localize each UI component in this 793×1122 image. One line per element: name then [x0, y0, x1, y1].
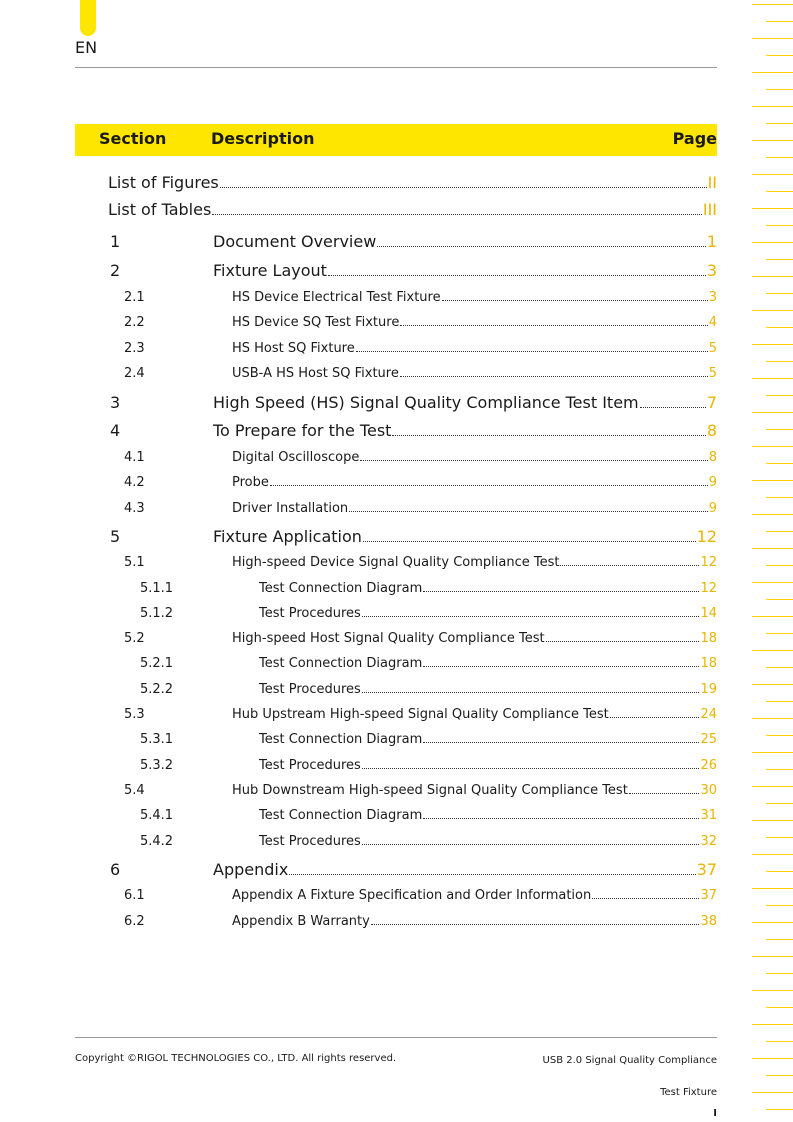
- edge-line: [766, 939, 793, 940]
- edge-line: [752, 548, 793, 549]
- edge-line: [766, 599, 793, 600]
- toc-entry-page: 3: [706, 261, 717, 280]
- toc-entry-title: Digital Oscilloscope: [232, 450, 360, 465]
- toc-entry-2-2[interactable]: [124, 315, 717, 330]
- toc-entry-page: 12: [696, 527, 717, 546]
- toc-leader: [610, 717, 700, 718]
- toc-entry-number: 2.1: [124, 290, 145, 305]
- toc-entry-title: Fixture Application: [213, 527, 362, 546]
- copyright-text: Copyright ©RIGOL TECHNOLOGIES CO., LTD. All rights reserved.: [75, 1053, 397, 1064]
- edge-line: [752, 1058, 793, 1059]
- toc-leader: [423, 818, 699, 819]
- toc-leader: [362, 768, 700, 769]
- toc-leader: [349, 511, 708, 512]
- edge-line: [752, 378, 793, 379]
- toc-entry-number: 5.1.2: [140, 606, 174, 621]
- toc-entry-page: 9: [708, 475, 717, 490]
- edge-line: [752, 72, 793, 73]
- toc-entry-title: Test Connection Diagram: [259, 808, 423, 823]
- toc-header-bar: [75, 124, 717, 156]
- edge-line: [766, 973, 793, 974]
- toc-entry-page: 18: [700, 656, 717, 671]
- toc-entry-number: 5.1.1: [140, 581, 174, 596]
- toc-leader: [546, 641, 700, 642]
- toc-entry-page: 9: [708, 501, 717, 516]
- edge-line: [766, 803, 793, 804]
- toc-entry-number: 5.3.2: [140, 758, 174, 773]
- toc-entry-page: 37: [696, 860, 717, 879]
- toc-entry-number: 5.3: [124, 707, 145, 722]
- toc-entry-page: 12: [700, 555, 717, 570]
- toc-leader: [356, 351, 708, 352]
- toc-entry-number: 4.1: [124, 450, 145, 465]
- edge-line: [752, 956, 793, 957]
- edge-line: [752, 650, 793, 651]
- toc-entry-page: 19: [700, 682, 717, 697]
- edge-line: [766, 429, 793, 430]
- toc-entry-title: Probe: [232, 475, 269, 490]
- toc-entry-4-1[interactable]: [124, 450, 717, 465]
- toc-leader: [212, 214, 702, 215]
- edge-line: [752, 752, 793, 753]
- toc-leader: [442, 300, 708, 301]
- toc-leader: [371, 924, 700, 925]
- toc-entry-page: 14: [700, 606, 717, 621]
- toc-entry-page: 24: [700, 707, 717, 722]
- edge-line: [752, 412, 793, 413]
- edge-line: [766, 667, 793, 668]
- toc-entry-number: 2.4: [124, 366, 145, 381]
- toc-entry-title: Hub Upstream High-speed Signal Quality Compliance Test: [232, 707, 609, 722]
- toc-entry-number: 4.3: [124, 501, 145, 516]
- edge-line: [752, 276, 793, 277]
- toc-entry-title: Test Procedures: [259, 758, 361, 773]
- toc-entry-page: III: [702, 200, 717, 219]
- toc-entry-number: 4: [110, 421, 121, 440]
- edge-line: [766, 21, 793, 22]
- toc-entry-5-2[interactable]: [124, 631, 717, 646]
- edge-decoration: [752, 0, 793, 1122]
- toc-entry-title: Appendix A Fixture Specification and Order Information: [232, 888, 592, 903]
- edge-line: [752, 1024, 793, 1025]
- toc-entry-title: Hub Downstream High-speed Signal Quality Compliance Test: [232, 783, 628, 798]
- edge-line: [766, 191, 793, 192]
- edge-line: [752, 446, 793, 447]
- toc-leader: [360, 460, 707, 461]
- edge-line: [766, 259, 793, 260]
- toc-entry-4-3[interactable]: [124, 501, 717, 516]
- toc-leader: [423, 591, 699, 592]
- toc-entry-number: 6: [110, 860, 121, 879]
- edge-line: [752, 480, 793, 481]
- toc-entry-5-3[interactable]: [124, 707, 717, 722]
- edge-line: [766, 735, 793, 736]
- toc-leader: [220, 187, 707, 188]
- edge-line: [752, 106, 793, 107]
- edge-line: [752, 344, 793, 345]
- toc-leader: [560, 565, 699, 566]
- toc-entry-4[interactable]: [110, 421, 717, 440]
- toc-entry-number: 1: [110, 232, 121, 251]
- toc-entry-5-4-1[interactable]: [140, 808, 717, 823]
- toc-entry-title: High Speed (HS) Signal Quality Compliance Test Item: [213, 393, 639, 412]
- toc-entry-title: HS Device Electrical Test Fixture: [232, 290, 441, 305]
- toc-entry-2-3[interactable]: [124, 341, 717, 356]
- toc-entry-5-4-2[interactable]: [140, 834, 717, 849]
- toc-entry-5-4[interactable]: [124, 783, 717, 798]
- toc-entry-5-1[interactable]: [124, 555, 717, 570]
- page-number: I: [713, 1108, 717, 1119]
- edge-line: [766, 361, 793, 362]
- toc-entry-4-2[interactable]: [124, 475, 717, 490]
- toc-entry-title: High-speed Host Signal Quality Compliance Test: [232, 631, 545, 646]
- toc-entry-number: 5.1: [124, 555, 145, 570]
- edge-line: [752, 684, 793, 685]
- toc-entry-title: High-speed Device Signal Quality Compliance Test: [232, 555, 560, 570]
- toc-entry-title: HS Device SQ Test Fixture: [232, 315, 400, 330]
- toc-leader: [362, 844, 700, 845]
- edge-line: [766, 531, 793, 532]
- toc-entry-number: 5.4: [124, 783, 145, 798]
- toc-entry-5-2-2[interactable]: [140, 682, 717, 697]
- toc-entry-number: 2.2: [124, 315, 145, 330]
- document-title-line1: USB 2.0 Signal Quality Compliance: [542, 1055, 717, 1066]
- toc-col-description: Description: [211, 129, 315, 148]
- toc-entry-page: 4: [708, 315, 717, 330]
- header-rule: [75, 67, 717, 68]
- toc-leader: [270, 485, 708, 486]
- toc-entry-list-of-figures[interactable]: [108, 173, 717, 192]
- edge-line: [766, 701, 793, 702]
- toc-entry-title: Test Connection Diagram: [259, 656, 423, 671]
- toc-entry-3[interactable]: [110, 393, 717, 412]
- edge-line: [766, 395, 793, 396]
- toc-leader: [377, 246, 706, 247]
- edge-line: [752, 820, 793, 821]
- toc-entry-number: 4.2: [124, 475, 145, 490]
- edge-line: [766, 157, 793, 158]
- toc-entry-number: 6.1: [124, 888, 145, 903]
- toc-entry-page: 5: [708, 341, 717, 356]
- edge-line: [766, 89, 793, 90]
- toc-entry-6[interactable]: [110, 860, 717, 879]
- toc-leader: [392, 435, 705, 436]
- toc-entry-number: 5.4.2: [140, 834, 174, 849]
- toc-col-section: Section: [99, 129, 167, 148]
- toc-entry-2[interactable]: [110, 261, 717, 280]
- language-label: EN: [75, 38, 98, 57]
- edge-line: [752, 888, 793, 889]
- toc-entry-title: Appendix B Warranty: [232, 914, 370, 929]
- edge-line: [766, 327, 793, 328]
- toc-entry-title: Test Procedures: [259, 606, 361, 621]
- edge-line: [766, 837, 793, 838]
- toc-entry-6-2[interactable]: [124, 914, 717, 929]
- document-title-line2: Test Fixture: [660, 1087, 717, 1098]
- toc-entry-title: Driver Installation: [232, 501, 349, 516]
- edge-line: [766, 1041, 793, 1042]
- edge-line: [752, 514, 793, 515]
- toc-entry-page: II: [707, 173, 717, 192]
- toc-entry-page: 8: [706, 421, 717, 440]
- edge-line: [752, 718, 793, 719]
- edge-line: [752, 786, 793, 787]
- toc-entry-page: 8: [708, 450, 717, 465]
- edge-line: [752, 990, 793, 991]
- toc-entry-page: 32: [700, 834, 717, 849]
- edge-line: [752, 140, 793, 141]
- toc-entry-number: 5: [110, 527, 121, 546]
- edge-line: [752, 4, 793, 5]
- edge-line: [752, 922, 793, 923]
- toc-entry-5[interactable]: [110, 527, 717, 546]
- edge-line: [752, 174, 793, 175]
- toc-entry-number: 5.3.1: [140, 732, 174, 747]
- toc-entry-5-2-1[interactable]: [140, 656, 717, 671]
- footer-rule: [75, 1037, 717, 1038]
- edge-line: [766, 1109, 793, 1110]
- toc-entry-page: 31: [700, 808, 717, 823]
- toc-entry-title: Fixture Layout: [213, 261, 327, 280]
- edge-line: [766, 565, 793, 566]
- toc-leader: [423, 742, 699, 743]
- toc-entry-number: 6.2: [124, 914, 145, 929]
- edge-line: [766, 293, 793, 294]
- toc-entry-page: 18: [700, 631, 717, 646]
- toc-entry-page: 1: [706, 232, 717, 251]
- toc-entry-page: 26: [700, 758, 717, 773]
- toc-entry-page: 5: [708, 366, 717, 381]
- edge-line: [752, 208, 793, 209]
- toc-col-page: Page: [672, 129, 717, 148]
- toc-leader: [328, 275, 706, 276]
- toc-entry-page: 12: [700, 581, 717, 596]
- toc-leader: [592, 898, 699, 899]
- toc-entry-page: 3: [708, 290, 717, 305]
- toc-entry-title: Test Procedures: [259, 834, 361, 849]
- toc-entry-5-3-2[interactable]: [140, 758, 717, 773]
- edge-line: [766, 871, 793, 872]
- edge-line: [752, 310, 793, 311]
- edge-line: [766, 905, 793, 906]
- edge-line: [752, 582, 793, 583]
- toc-entry-title: List of Tables: [108, 200, 212, 219]
- toc-entry-page: 37: [700, 888, 717, 903]
- edge-line: [766, 225, 793, 226]
- toc-entry-number: 5.4.1: [140, 808, 174, 823]
- edge-line: [752, 38, 793, 39]
- edge-line: [752, 616, 793, 617]
- edge-line: [766, 1007, 793, 1008]
- toc-entry-title: HS Host SQ Fixture: [232, 341, 355, 356]
- toc-entry-number: 3: [110, 393, 121, 412]
- toc-entry-5-1-1[interactable]: [140, 581, 717, 596]
- toc-leader: [423, 666, 699, 667]
- edge-line: [752, 854, 793, 855]
- toc-entry-number: 2.3: [124, 341, 145, 356]
- tab-marker: [80, 0, 96, 36]
- toc-entry-5-3-1[interactable]: [140, 732, 717, 747]
- toc-entry-title: Test Connection Diagram: [259, 732, 423, 747]
- toc-entry-2-1[interactable]: [124, 290, 717, 305]
- toc-entry-title: Test Procedures: [259, 682, 361, 697]
- toc-entry-1[interactable]: [110, 232, 717, 251]
- toc-entry-title: Document Overview: [213, 232, 377, 251]
- edge-line: [766, 497, 793, 498]
- toc-leader: [400, 325, 707, 326]
- toc-entry-page: 38: [700, 914, 717, 929]
- toc-entry-5-1-2[interactable]: [140, 606, 717, 621]
- edge-line: [766, 769, 793, 770]
- edge-line: [766, 123, 793, 124]
- edge-line: [752, 242, 793, 243]
- toc-leader: [363, 541, 696, 542]
- edge-line: [766, 55, 793, 56]
- toc-entry-page: 7: [706, 393, 717, 412]
- toc-leader: [362, 616, 700, 617]
- toc-entry-title: To Prepare for the Test: [213, 421, 392, 440]
- toc-leader: [289, 874, 695, 875]
- toc-entry-number: 2: [110, 261, 121, 280]
- edge-line: [766, 633, 793, 634]
- toc-entry-title: Appendix: [213, 860, 289, 879]
- edge-line: [766, 1075, 793, 1076]
- toc-leader: [629, 793, 700, 794]
- toc-entry-number: 5.2.1: [140, 656, 174, 671]
- toc-entry-number: 5.2.2: [140, 682, 174, 697]
- toc-entry-2-4[interactable]: [124, 366, 717, 381]
- toc-entry-list-of-tables[interactable]: [108, 200, 717, 219]
- edge-line: [752, 1092, 793, 1093]
- toc-leader: [400, 376, 708, 377]
- toc-entry-page: 25: [700, 732, 717, 747]
- edge-line: [766, 463, 793, 464]
- toc-entry-title: List of Figures: [108, 173, 219, 192]
- toc-entry-6-1[interactable]: [124, 888, 717, 903]
- toc-leader: [362, 692, 700, 693]
- toc-leader: [640, 407, 706, 408]
- toc-entry-page: 30: [700, 783, 717, 798]
- toc-entry-title: USB-A HS Host SQ Fixture: [232, 366, 399, 381]
- toc-entry-title: Test Connection Diagram: [259, 581, 423, 596]
- toc-entry-number: 5.2: [124, 631, 145, 646]
